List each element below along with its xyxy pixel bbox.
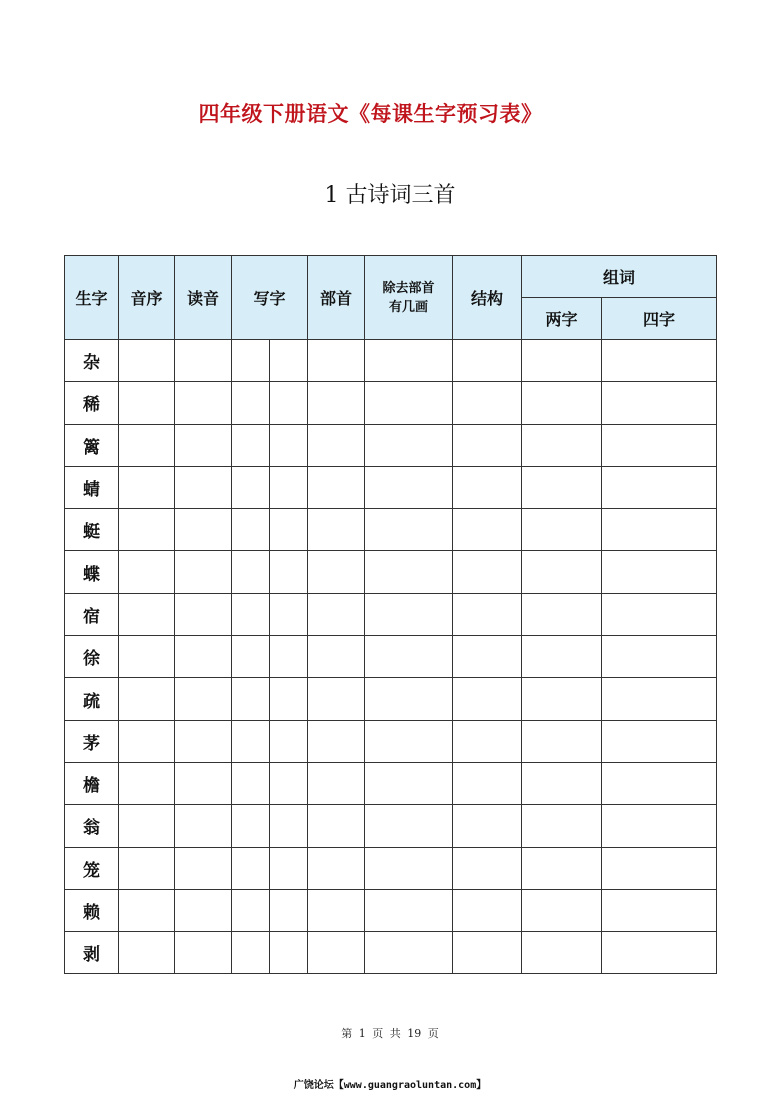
writing-cell-1[interactable]	[232, 889, 270, 931]
table-body	[65, 340, 717, 974]
writing-cell-1[interactable]	[232, 509, 270, 551]
char-cell: 蝶	[65, 551, 119, 593]
structure-cell[interactable]	[453, 720, 522, 762]
radical-cell[interactable]	[308, 509, 365, 551]
strokes-cell[interactable]	[365, 424, 453, 466]
strokes-cell[interactable]	[365, 509, 453, 551]
writing-cell-1[interactable]	[232, 382, 270, 424]
two-char-cell[interactable]	[522, 551, 602, 593]
writing-cell-2[interactable]	[270, 382, 308, 424]
writing-cell-1[interactable]	[232, 805, 270, 847]
table-row	[65, 805, 717, 847]
pronunciation-cell[interactable]	[175, 636, 232, 678]
writing-cell-2[interactable]	[270, 636, 308, 678]
four-char-cell[interactable]	[602, 762, 717, 804]
header-pronunciation: 读音	[175, 256, 232, 340]
char-cell: 赖	[65, 889, 119, 931]
four-char-cell[interactable]	[602, 636, 717, 678]
four-char-cell[interactable]	[602, 932, 717, 974]
char-cell: 稀	[65, 382, 119, 424]
radical-cell[interactable]	[308, 340, 365, 382]
strokes-cell[interactable]	[365, 889, 453, 931]
header-writing: 写字	[232, 256, 308, 340]
header-strokes-line1: 除去部首	[382, 280, 435, 296]
writing-cell-2[interactable]	[270, 805, 308, 847]
pronunciation-cell[interactable]	[175, 805, 232, 847]
radical-cell[interactable]	[308, 424, 365, 466]
two-char-cell[interactable]	[522, 593, 602, 635]
pronunciation-cell[interactable]	[175, 340, 232, 382]
header-words: 组词	[522, 256, 717, 298]
two-char-cell[interactable]	[522, 340, 602, 382]
char-cell: 宿	[65, 593, 119, 635]
pronunciation-cell[interactable]	[175, 932, 232, 974]
strokes-cell[interactable]	[365, 340, 453, 382]
pronunciation-cell[interactable]	[175, 509, 232, 551]
structure-cell[interactable]	[453, 466, 522, 508]
strokes-cell[interactable]	[365, 636, 453, 678]
char-cell: 剥	[65, 932, 119, 974]
header-char: 生字	[65, 256, 119, 340]
strokes-cell[interactable]	[365, 805, 453, 847]
strokes-cell[interactable]	[365, 762, 453, 804]
writing-cell-2[interactable]	[270, 720, 308, 762]
writing-cell-1[interactable]	[232, 932, 270, 974]
two-char-cell[interactable]	[522, 636, 602, 678]
header-two-char: 两字	[522, 298, 602, 340]
sound-order-cell[interactable]	[119, 382, 175, 424]
structure-cell[interactable]	[453, 805, 522, 847]
writing-cell-2[interactable]	[270, 340, 308, 382]
pronunciation-cell[interactable]	[175, 847, 232, 889]
writing-cell-2[interactable]	[270, 551, 308, 593]
two-char-cell[interactable]	[522, 762, 602, 804]
strokes-cell[interactable]	[365, 678, 453, 720]
vocabulary-table	[64, 255, 717, 974]
four-char-cell[interactable]	[602, 847, 717, 889]
sound-order-cell[interactable]	[119, 805, 175, 847]
strokes-cell[interactable]	[365, 720, 453, 762]
pronunciation-cell[interactable]	[175, 762, 232, 804]
radical-cell[interactable]	[308, 636, 365, 678]
pronunciation-cell[interactable]	[175, 466, 232, 508]
four-char-cell[interactable]	[602, 382, 717, 424]
sound-order-cell[interactable]	[119, 889, 175, 931]
four-char-cell[interactable]	[602, 805, 717, 847]
radical-cell[interactable]	[308, 805, 365, 847]
sound-order-cell[interactable]	[119, 551, 175, 593]
table-row	[65, 762, 717, 804]
writing-cell-1[interactable]	[232, 424, 270, 466]
radical-cell[interactable]	[308, 466, 365, 508]
radical-cell[interactable]	[308, 382, 365, 424]
char-cell: 蜻	[65, 466, 119, 508]
four-char-cell[interactable]	[602, 720, 717, 762]
sound-order-cell[interactable]	[119, 593, 175, 635]
writing-cell-1[interactable]	[232, 466, 270, 508]
header-radical: 部首	[308, 256, 365, 340]
header-sound-order: 音序	[119, 256, 175, 340]
writing-cell-2[interactable]	[270, 932, 308, 974]
table-row	[65, 847, 717, 889]
radical-cell[interactable]	[308, 593, 365, 635]
pronunciation-cell[interactable]	[175, 678, 232, 720]
structure-cell[interactable]	[453, 636, 522, 678]
char-cell: 翁	[65, 805, 119, 847]
structure-cell[interactable]	[453, 678, 522, 720]
char-cell: 篱	[65, 424, 119, 466]
sound-order-cell[interactable]	[119, 424, 175, 466]
pronunciation-cell[interactable]	[175, 551, 232, 593]
char-cell: 檐	[65, 762, 119, 804]
sound-order-cell[interactable]	[119, 466, 175, 508]
sound-order-cell[interactable]	[119, 340, 175, 382]
pronunciation-cell[interactable]	[175, 424, 232, 466]
writing-cell-1[interactable]	[232, 847, 270, 889]
writing-cell-1[interactable]	[232, 636, 270, 678]
writing-cell-2[interactable]	[270, 678, 308, 720]
table-row	[65, 636, 717, 678]
char-cell: 徐	[65, 636, 119, 678]
sound-order-cell[interactable]	[119, 720, 175, 762]
writing-cell-1[interactable]	[232, 720, 270, 762]
writing-cell-2[interactable]	[270, 466, 308, 508]
four-char-cell[interactable]	[602, 340, 717, 382]
radical-cell[interactable]	[308, 551, 365, 593]
four-char-cell[interactable]	[602, 551, 717, 593]
writing-cell-2[interactable]	[270, 509, 308, 551]
radical-cell[interactable]	[308, 678, 365, 720]
document-title: 四年级下册语文《每课生字预习表》	[198, 102, 543, 126]
table-row	[65, 889, 717, 931]
radical-cell[interactable]	[308, 932, 365, 974]
two-char-cell[interactable]	[522, 932, 602, 974]
strokes-cell[interactable]	[365, 593, 453, 635]
header-structure: 结构	[453, 256, 522, 340]
char-cell: 疏	[65, 678, 119, 720]
sound-order-cell[interactable]	[119, 636, 175, 678]
sound-order-cell[interactable]	[119, 762, 175, 804]
four-char-cell[interactable]	[602, 593, 717, 635]
two-char-cell[interactable]	[522, 382, 602, 424]
strokes-cell[interactable]	[365, 932, 453, 974]
writing-cell-1[interactable]	[232, 340, 270, 382]
four-char-cell[interactable]	[602, 424, 717, 466]
char-cell: 蜓	[65, 509, 119, 551]
structure-cell[interactable]	[453, 340, 522, 382]
structure-cell[interactable]	[453, 889, 522, 931]
table-row	[65, 678, 717, 720]
writing-cell-1[interactable]	[232, 762, 270, 804]
sound-order-cell[interactable]	[119, 847, 175, 889]
lesson-title: 1 古诗词三首	[324, 183, 456, 208]
two-char-cell[interactable]	[522, 720, 602, 762]
four-char-cell[interactable]	[602, 889, 717, 931]
writing-cell-1[interactable]	[232, 678, 270, 720]
four-char-cell[interactable]	[602, 466, 717, 508]
table-row	[65, 340, 717, 382]
table-row	[65, 424, 717, 466]
table-row	[65, 551, 717, 593]
two-char-cell[interactable]	[522, 678, 602, 720]
radical-cell[interactable]	[308, 889, 365, 931]
two-char-cell[interactable]	[522, 466, 602, 508]
structure-cell[interactable]	[453, 593, 522, 635]
table-row	[65, 932, 717, 974]
two-char-cell[interactable]	[522, 424, 602, 466]
char-cell: 杂	[65, 340, 119, 382]
pronunciation-cell[interactable]	[175, 720, 232, 762]
strokes-cell[interactable]	[365, 382, 453, 424]
strokes-cell[interactable]	[365, 466, 453, 508]
writing-cell-2[interactable]	[270, 593, 308, 635]
writing-cell-1[interactable]	[232, 551, 270, 593]
two-char-cell[interactable]	[522, 509, 602, 551]
page-number: 第 1 页 共 19 页	[341, 1027, 439, 1040]
table-row	[65, 382, 717, 424]
header-four-char: 四字	[602, 298, 717, 340]
structure-cell[interactable]	[453, 551, 522, 593]
structure-cell[interactable]	[453, 932, 522, 974]
writing-cell-2[interactable]	[270, 847, 308, 889]
strokes-cell[interactable]	[365, 847, 453, 889]
structure-cell[interactable]	[453, 762, 522, 804]
table-row	[65, 466, 717, 508]
table-row	[65, 593, 717, 635]
char-cell: 笼	[65, 847, 119, 889]
sound-order-cell[interactable]	[119, 678, 175, 720]
writing-cell-2[interactable]	[270, 889, 308, 931]
two-char-cell[interactable]	[522, 805, 602, 847]
four-char-cell[interactable]	[602, 678, 717, 720]
four-char-cell[interactable]	[602, 509, 717, 551]
radical-cell[interactable]	[308, 720, 365, 762]
pronunciation-cell[interactable]	[175, 889, 232, 931]
writing-cell-2[interactable]	[270, 424, 308, 466]
pronunciation-cell[interactable]	[175, 382, 232, 424]
strokes-cell[interactable]	[365, 551, 453, 593]
writing-cell-1[interactable]	[232, 593, 270, 635]
footer-site: 广饶论坛【www.guangraoluntan.com】	[293, 1080, 487, 1091]
header-strokes-line2: 有几画	[389, 299, 429, 315]
pronunciation-cell[interactable]	[175, 593, 232, 635]
writing-cell-2[interactable]	[270, 762, 308, 804]
char-cell: 茅	[65, 720, 119, 762]
sound-order-cell[interactable]	[119, 509, 175, 551]
sound-order-cell[interactable]	[119, 932, 175, 974]
structure-cell[interactable]	[453, 424, 522, 466]
structure-cell[interactable]	[453, 382, 522, 424]
two-char-cell[interactable]	[522, 847, 602, 889]
radical-cell[interactable]	[308, 762, 365, 804]
radical-cell[interactable]	[308, 847, 365, 889]
header-strokes	[365, 256, 453, 340]
two-char-cell[interactable]	[522, 889, 602, 931]
structure-cell[interactable]	[453, 847, 522, 889]
structure-cell[interactable]	[453, 509, 522, 551]
table-row	[65, 509, 717, 551]
table-row	[65, 720, 717, 762]
